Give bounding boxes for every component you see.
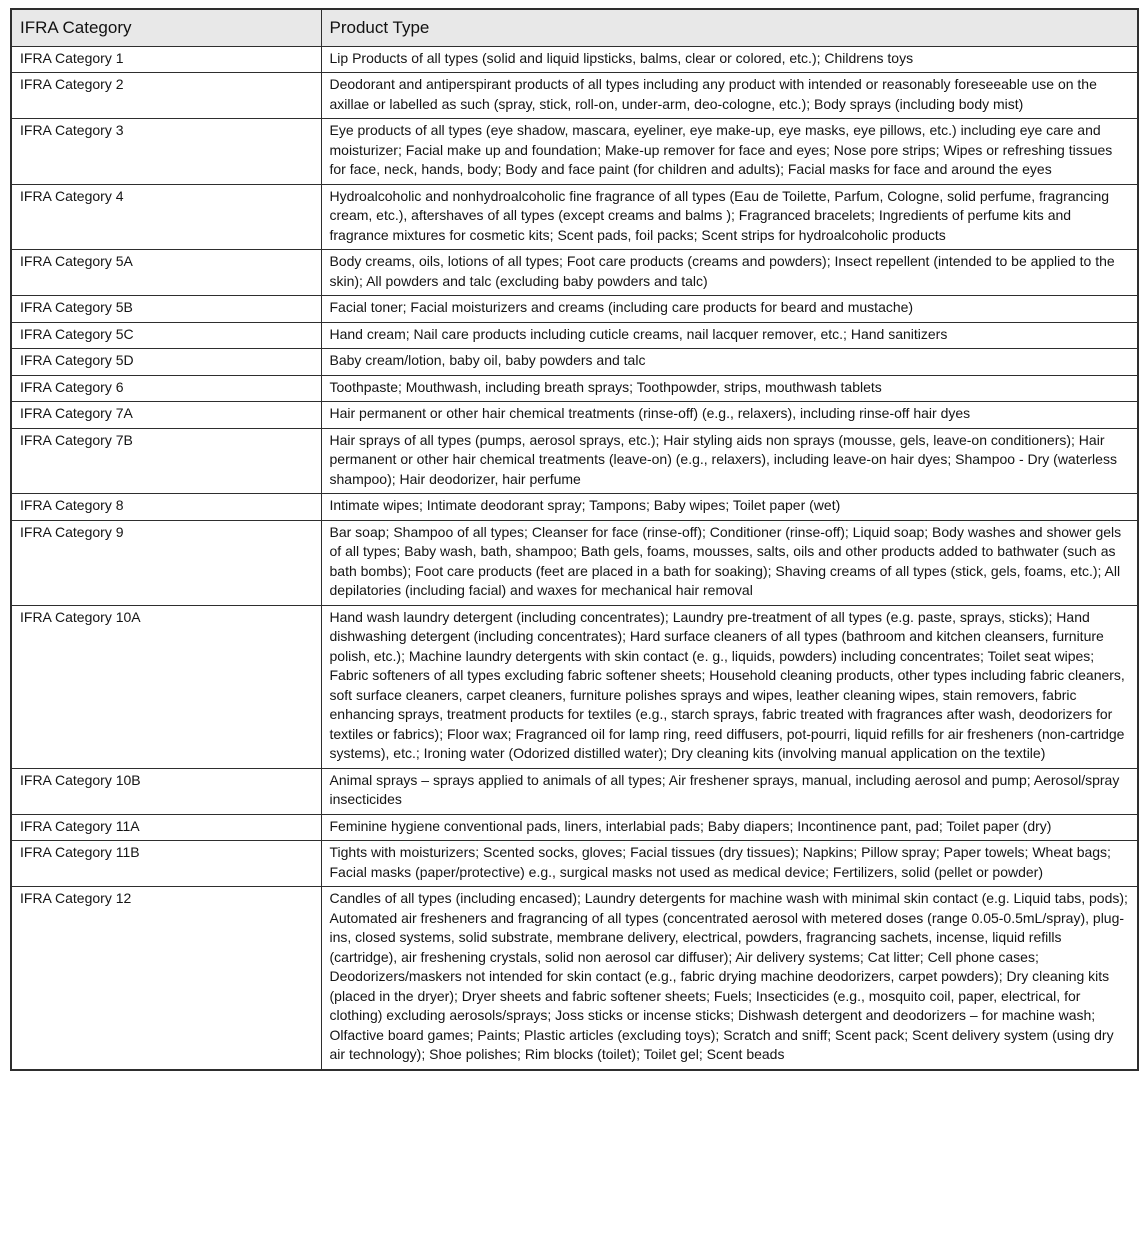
product-type-cell: Hair permanent or other hair chemical treatments (rinse-off) (e.g., relaxers), including rinse-off hair dyes [321, 402, 1138, 429]
product-type-cell: Hydroalcoholic and nonhydroalcoholic fine fragrance of all types (Eau de Toilette, Parfum, Cologne, solid perfume, fragrancing cream, etc.), aftershaves of all types (except creams and balms ); Fragranced bracelets; Ingredients of perfume kits and fragrance mixtures for cosmetic kits; Scent pads, foil packs; Scent strips for hydroalcoholic products [321, 184, 1138, 250]
category-cell: IFRA Category 10A [11, 605, 321, 768]
product-type-cell: Intimate wipes; Intimate deodorant spray; Tampons; Baby wipes; Toilet paper (wet) [321, 494, 1138, 521]
category-cell: IFRA Category 11A [11, 814, 321, 841]
product-type-cell: Lip Products of all types (solid and liquid lipsticks, balms, clear or colored, etc.); Childrens toys [321, 46, 1138, 73]
table-row [11, 322, 1138, 349]
table-row [11, 841, 1138, 887]
table-row [11, 375, 1138, 402]
category-cell: IFRA Category 8 [11, 494, 321, 521]
table-row [11, 46, 1138, 73]
category-cell: IFRA Category 4 [11, 184, 321, 250]
product-type-cell: Toothpaste; Mouthwash, including breath sprays; Toothpowder, strips, mouthwash tablets [321, 375, 1138, 402]
product-type-cell: Eye products of all types (eye shadow, mascara, eyeliner, eye make-up, eye masks, eye pillows, etc.) including eye care and moisturizer; Facial make up and foundation; Make-up remover for face and eyes; Nose pore strips; Wipes or refreshing tissues for face, neck, hands, body; Body and face paint (for children and adults); Facial masks for face and around the eyes [321, 119, 1138, 185]
category-cell: IFRA Category 7A [11, 402, 321, 429]
category-cell: IFRA Category 10B [11, 768, 321, 814]
product-type-cell: Candles of all types (including encased); Laundry detergents for machine wash with minimal skin contact (e.g. Liquid tabs, pods); Automated air fresheners and fragrancing of all types (concentrated aerosol with metered doses (range 0.05-0.5mL/spray), plug-ins, closed systems, solid substrate, membrane delivery, electrical, powders, fragrancing sachets, incense, liquid refills (cartridge), air freshening crystals, solid non aerosol car diffuser); Air delivery systems; Cat litter; Cell phone cases; Deodorizers/maskers not intended for skin contact (e.g., fabric drying machine deodorizers, carpet powders); Dry cleaning kits (placed in the dryer); Dryer sheets and fabric softener sheets; Fuels; Insecticides (e.g., mosquito coil, paper, electrical, for clothing) excluding aerosols/sprays; Joss sticks or incense sticks; Dishwash detergent and deodorizers – for machine wash; Olfactive board games; Paints; Plastic articles (excluding toys); Scratch and sniff; Scent pack; Scent delivery system (using dry air technology); Shoe polishes; Rim blocks (toilet); Toilet gel; Scent beads [321, 887, 1138, 1070]
product-type-cell: Deodorant and antiperspirant products of all types including any product with intended or reasonably foreseeable use on the axillae or labelled as such (spray, stick, roll-on, under-arm, deo-cologne, etc.); Body sprays (including body mist) [321, 73, 1138, 119]
product-type-cell: Body creams, oils, lotions of all types; Foot care products (creams and powders); Insect repellent (intended to be applied to the skin); All powders and talc (excluding baby powders and talc) [321, 250, 1138, 296]
category-cell: IFRA Category 12 [11, 887, 321, 1070]
table-row [11, 428, 1138, 494]
table-row [11, 184, 1138, 250]
product-type-cell: Hand wash laundry detergent (including concentrates); Laundry pre-treatment of all types (e.g. paste, sprays, sticks); Hand dishwashing detergent (including concentrates); Hard surface cleaners of all types (bathroom and kitchen cleansers, furniture polish, etc.); Machine laundry detergents with skin contact (e. g., liquids, powders) including concentrates; Toilet seat wipes; Fabric softeners of all types excluding fabric softener sheets; Household cleaning products, other types including fabric cleaners, soft surface cleaners, carpet cleaners, furniture polishes sprays and wipes, leather cleaning wipes, stain removers, fabric enhancing sprays, treatment products for textiles (e.g., starch sprays, fabric treated with fragrances after wash, deodorizers for textiles or fabrics); Floor wax; Fragranced oil for lamp ring, reed diffusers, pot-pourri, liquid refills for air fresheners (non-cartridge systems), etc.; Ironing water (Odorized distilled water); Dry cleaning kits (involving manual application on the textile) [321, 605, 1138, 768]
col-header-product-type: Product Type [321, 9, 1138, 46]
product-type-cell: Bar soap; Shampoo of all types; Cleanser for face (rinse-off); Conditioner (rinse-off); Liquid soap; Body washes and shower gels of all types; Baby wash, bath, shampoo; Bath gels, foams, mousses, salts, oils and other products added to bathwater (such as bath bombs); Foot care products (feet are placed in a bath for soaking); Shaving creams of all types (stick, gels, foams, etc.); All depilatories (including facial) and waxes for mechanical hair removal [321, 520, 1138, 605]
table-row [11, 349, 1138, 376]
product-type-cell: Hand cream; Nail care products including cuticle creams, nail lacquer remover, etc.; Hand sanitizers [321, 322, 1138, 349]
category-cell: IFRA Category 1 [11, 46, 321, 73]
category-cell: IFRA Category 5D [11, 349, 321, 376]
table-row [11, 402, 1138, 429]
category-cell: IFRA Category 7B [11, 428, 321, 494]
category-cell: IFRA Category 2 [11, 73, 321, 119]
product-type-cell: Animal sprays – sprays applied to animals of all types; Air freshener sprays, manual, including aerosol and pump; Aerosol/spray insecticides [321, 768, 1138, 814]
category-cell: IFRA Category 3 [11, 119, 321, 185]
product-type-cell: Feminine hygiene conventional pads, liners, interlabial pads; Baby diapers; Incontinence pant, pad; Toilet paper (dry) [321, 814, 1138, 841]
product-type-cell: Hair sprays of all types (pumps, aerosol sprays, etc.); Hair styling aids non sprays (mousse, gels, leave-on conditioners); Hair permanent or other hair chemical treatments (leave-on) (e.g., relaxers), including leave-on hair dyes; Shampoo - Dry (waterless shampoo); Hair deodorizer, hair perfume [321, 428, 1138, 494]
table-row [11, 605, 1138, 768]
col-header-ifra-category: IFRA Category [11, 9, 321, 46]
table-row [11, 768, 1138, 814]
product-type-cell: Facial toner; Facial moisturizers and creams (including care products for beard and mustache) [321, 296, 1138, 323]
table-row [11, 887, 1138, 1070]
table-row [11, 119, 1138, 185]
category-cell: IFRA Category 11B [11, 841, 321, 887]
category-cell: IFRA Category 9 [11, 520, 321, 605]
category-cell: IFRA Category 5A [11, 250, 321, 296]
category-cell: IFRA Category 6 [11, 375, 321, 402]
category-cell: IFRA Category 5C [11, 322, 321, 349]
product-type-cell: Baby cream/lotion, baby oil, baby powders and talc [321, 349, 1138, 376]
product-type-cell: Tights with moisturizers; Scented socks, gloves; Facial tissues (dry tissues); Napkins; Pillow spray; Paper towels; Wheat bags; Facial masks (paper/protective) e.g., surgical masks not used as medical device; Fertilizers, solid (pellet or powder) [321, 841, 1138, 887]
table-row [11, 520, 1138, 605]
ifra-category-table [10, 8, 1139, 1071]
table-row [11, 250, 1138, 296]
category-cell: IFRA Category 5B [11, 296, 321, 323]
table-row [11, 814, 1138, 841]
table-row [11, 494, 1138, 521]
header-row [11, 9, 1138, 46]
table-row [11, 73, 1138, 119]
table-row [11, 296, 1138, 323]
